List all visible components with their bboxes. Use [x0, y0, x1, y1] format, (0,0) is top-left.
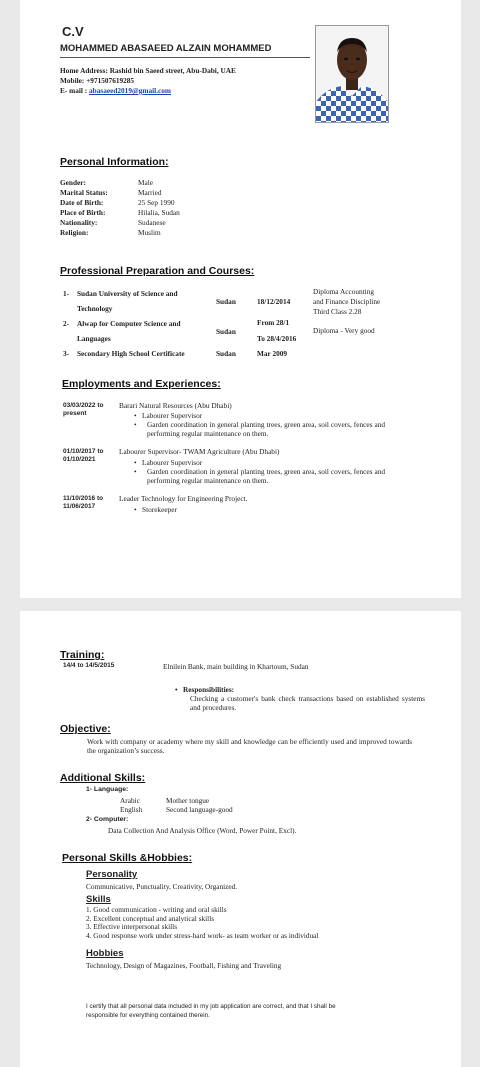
name-divider	[60, 57, 310, 58]
personal-info-table	[60, 178, 320, 238]
personal-row-marital: Marital Status: Married	[60, 188, 162, 197]
courses-heading: Professional Preparation and Courses:	[60, 265, 255, 277]
computer-text: Data Collection And Analysis Office (Word, Power Point, Excl).	[108, 826, 297, 835]
training-heading: Training:	[60, 649, 105, 661]
training-place: Elnilein Bank, main building in Khartoum, Sudan	[163, 662, 309, 671]
certification-statement: I certify that all personal data included in my job application are correct, and that I shall be responsible for everything contained therein.	[86, 1003, 336, 1019]
skill-item: 3. Effective interpersonal skills	[86, 922, 178, 932]
objective-text: Work with company or academy where my skill and knowledge can be efficiently used and improved towards the organization’s success.	[87, 737, 412, 755]
training-dates: 14/4 to 14/5/2015	[63, 662, 115, 669]
responsibilities-text: Checking a customer's bank check transactions based on established systems and procedures.	[190, 694, 425, 712]
candidate-name: MOHAMMED ABASAEED ALZAIN MOHAMMED	[60, 43, 272, 54]
skill-item: 4. Good response work under stress-hard work- as team worker or as individual	[86, 930, 319, 940]
hobbies-text: Technology, Design of Magazines, Football, Fishing and Traveling	[86, 961, 282, 970]
profile-photo	[315, 25, 389, 123]
personal-row-religion: Religion: Muslim	[60, 228, 161, 237]
language-name: English	[120, 805, 143, 814]
language-name: Arabic	[120, 796, 140, 805]
language-label: 1- Language:	[86, 786, 129, 793]
hobbies-heading: Personal Skills &Hobbies:	[62, 852, 193, 864]
personal-row-gender: Gender: Male	[60, 178, 153, 187]
email-link[interactable]: abasaeed2019@gmail.com	[89, 86, 171, 95]
language-level: Mother tongue	[166, 796, 210, 805]
employment-heading: Employments and Experiences:	[62, 378, 221, 390]
additional-skills-heading: Additional Skills:	[60, 772, 146, 784]
personal-info-heading: Personal Information:	[60, 156, 169, 168]
skills-list	[86, 906, 318, 940]
language-level: Second language-good	[166, 805, 233, 814]
computer-label: 2- Computer:	[86, 816, 129, 823]
home-address: Home Address: Rashid bin Saeed street, Abu-Dabi, UAE	[60, 66, 236, 75]
email-label: E- mail :	[60, 86, 88, 95]
personality-text: Communicative, Punctuality, Creativity, Organized.	[86, 882, 238, 891]
skills-heading: Skills	[86, 894, 111, 905]
hobbies-subheading: Hobbies	[86, 948, 124, 959]
cv-page-1: C.V MOHAMMED ABASAEED ALZAIN MOHAMMED Home Address: Rashid bin Saeed street, Abu-Dabi, UAE Mobile: +971507619285 E- mail : abasaeed2019@gmail.com Personal Information: Gender: Male Marital Status: Married Date of Birth: 25 Sep 1990 Place of Birth: Hilalia, Sudan Nationality: Sudanese Religion: Muslim Professional Preparation and Courses: 1- Sudan University of Science and Technology Sudan 18/12/2014 Diploma Accounting and Finance Discipline Third Class 2.28 2- Alwap for Computer Science and Languages Sudan From 28/1 To 28/4/2016 Diploma - Very good 3- Secondary High School Certificate Sudan Mar 2009 Employments and Experiences: 03/03/2022 to present Barari Natural Resources (Abu Dhabi) • Labourer Supervisor • Garden coordination in general planting trees, green area, soil covers, fences and performing regular maintenance on them. 01/10/2017 to 01/10/2021 Labourer Supervisor- TWAM Agriculture (Abu Dhabi) • Labourer Supervisor • Garden coordination in general planting trees, green area, soil covers, fences and performing regular maintenance on them. 11/10/2016 to 11/06/2017 Leader Technology for Engineering Project. • Storekeeper	[20, 0, 461, 598]
email-line	[60, 86, 171, 96]
personal-row-nationality: Nationality: Sudanese	[60, 218, 166, 227]
objective-heading: Objective:	[60, 723, 111, 735]
personal-row-dob: Date of Birth: 25 Sep 1990	[60, 198, 175, 207]
skill-item: 2. Excellent conceptual and analytical skills	[86, 913, 215, 923]
responsibilities-label: • Responsibilities:	[175, 685, 235, 694]
cv-page-2	[20, 611, 461, 1067]
cv-title: C.V	[62, 24, 84, 39]
personality-heading: Personality	[86, 869, 138, 880]
personal-row-pob: Place of Birth: Hilalia, Sudan	[60, 208, 180, 217]
skill-item: 1. Good communication - writing and oral skills	[86, 905, 227, 914]
mobile-number: Mobile: +971507619285	[60, 76, 135, 85]
